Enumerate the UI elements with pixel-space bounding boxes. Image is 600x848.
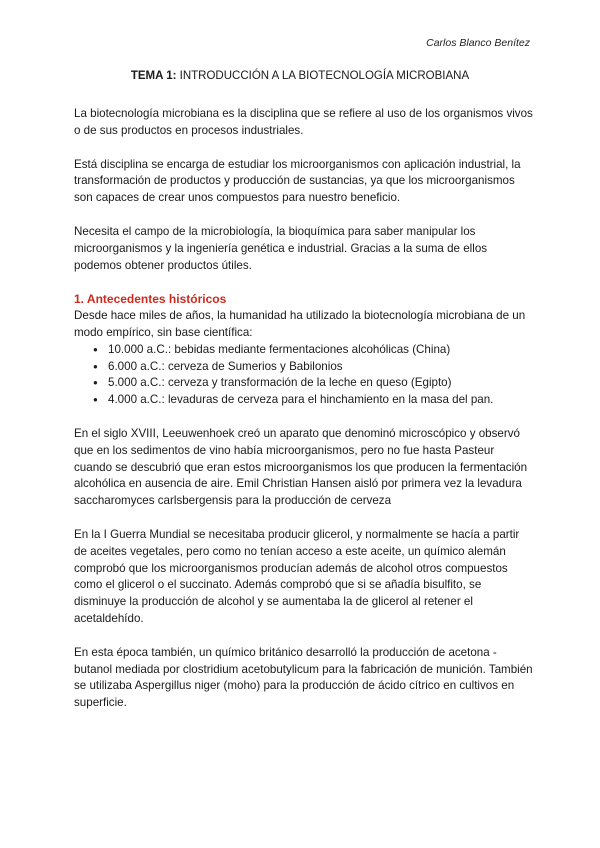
section-intro: Desde hace miles de años, la humanidad ha utilizado la biotecnología microbiana de un modo empírico, sin base científica:: [74, 309, 526, 339]
history-paragraph-1: En el siglo XVIII, Leeuwenhoek creó un aparato que denominó microscópico y observó que en los sedimentos de vino había microorganismos, pero no fue hasta Pasteur cuando se descubrió que eran estos microorganismos los que producen la fermentación alcohólica en ausencia de aire. Emil Christian Hansen aisló por primera vez la levadura saccharomyces carlsbergensis para la producción de cerveza: [74, 426, 528, 508]
history-paragraph-3: En esta época también, un químico británico desarrolló la producción de acetona - butanol mediada por clostridium acetobutylicum para la fabricación de munición. También se utilizaba Aspergillus niger (moho) para la producción de ácido cítrico en cultivos en superficie.: [74, 645, 533, 710]
page-title: [0, 70, 600, 82]
section-heading: 1. Antecedentes históricos: [74, 292, 227, 307]
history-paragraph-2: En la I Guerra Mundial se necesitaba producir glicerol, y normalmente se hacía a partir de aceites vegetales, pero como no tenían acceso a este aceite, un químico alemán comprobó que los microorganismos producían además de alcohol otros compuestos como el glicerol o el succinato. Además comprobó que si se añadía bisulfito, se disminuye la producción de alcohol y se aumentaba la de glicerol al retener el acetaldehído.: [74, 527, 520, 625]
intro-paragraph-2: Está disciplina se encarga de estudiar los microorganismos con aplicación industrial, la transformación de productos y producción de sustancias, ya que los microorganismos son capaces de crear unos compuestos para nuestro beneficio.: [74, 157, 521, 205]
author-name: Carlos Blanco Benítez: [426, 37, 530, 49]
list-item: ● 5.000 a.C.: cerveza y transformación de la leche en queso (Egipto): [93, 375, 534, 392]
list-item: ● 4.000 a.C.: levaduras de cerveza para el hinchamiento en la masa del pan.: [93, 392, 534, 409]
title-prefix: TEMA 1:: [130, 70, 177, 82]
list-item: ● 6.000 a.C.: cerveza de Sumerios y Babilonios: [93, 359, 534, 376]
list-item: ● 10.000 a.C.: bebidas mediante fermentaciones alcohólicas (China): [93, 342, 534, 359]
title-text: INTRODUCCIÓN A LA BIOTECNOLOGÍA MICROBIANA: [179, 70, 470, 82]
intro-paragraph-1: La biotecnología microbiana es la disciplina que se refiere al uso de los organismos vivos o de sus productos en procesos industriales.: [74, 107, 533, 137]
intro-paragraph-3: Necesita el campo de la microbiología, la bioquímica para saber manipular los microorganismos y la ingeniería genética e industrial. Gracias a la suma de ellos podemos obtener productos útiles.: [74, 224, 488, 272]
timeline-list: [74, 342, 534, 409]
document-body: [74, 106, 534, 729]
